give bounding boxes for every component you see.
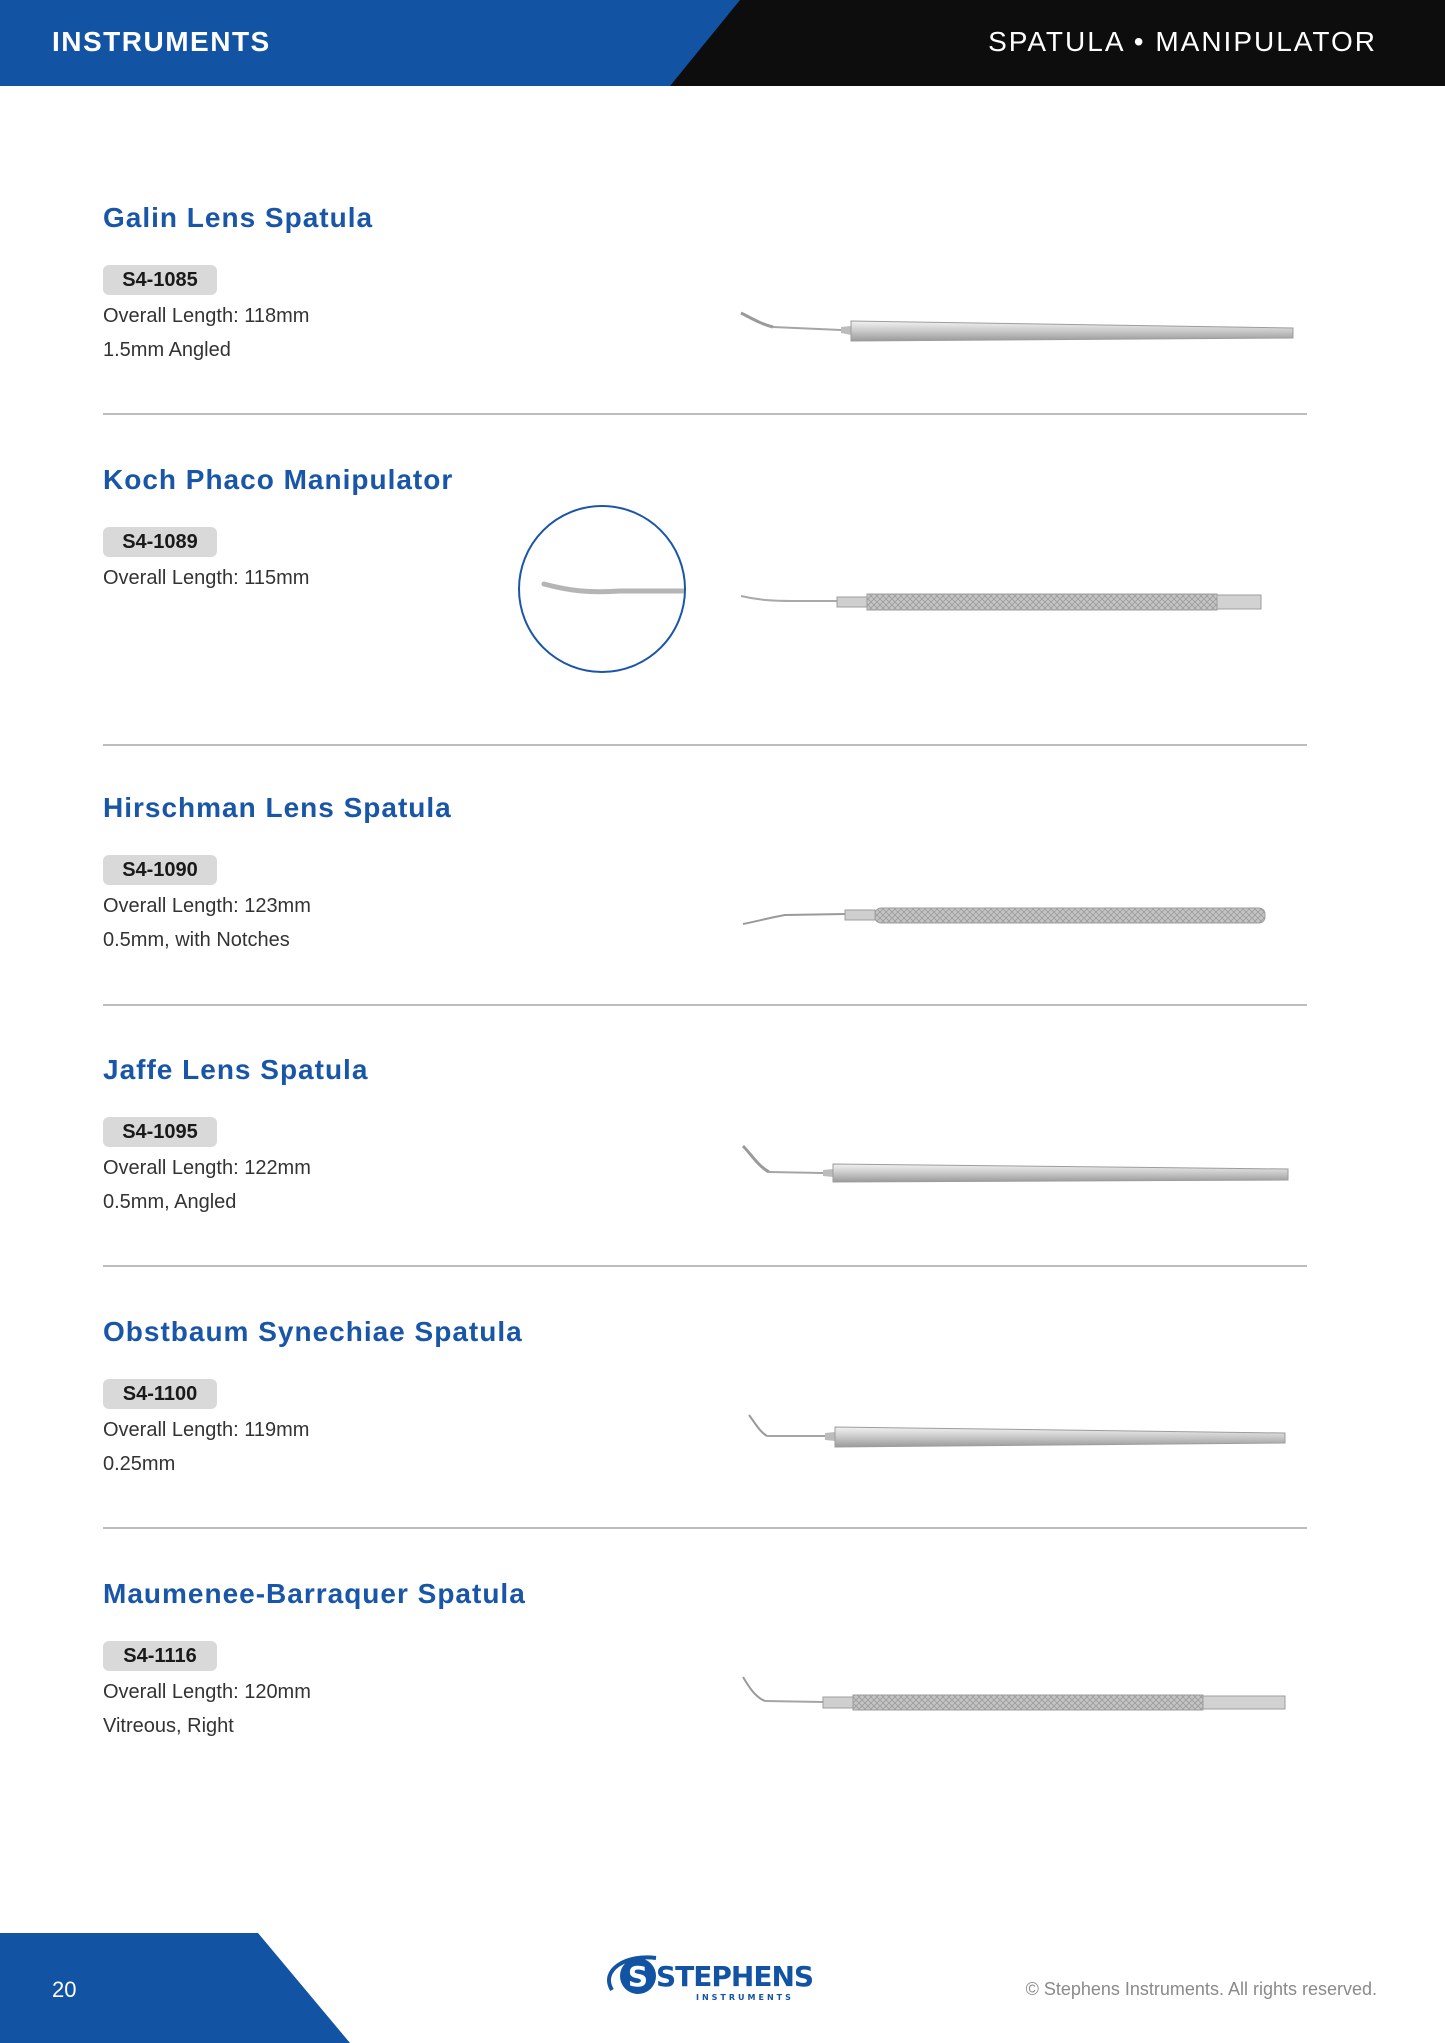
product-title: Obstbaum Synechiae Spatula bbox=[103, 1316, 523, 1347]
instrument-image bbox=[733, 1411, 1333, 1461]
stephens-logo-icon bbox=[598, 1950, 814, 2006]
tip-detail-circle bbox=[518, 505, 686, 673]
section-divider bbox=[103, 1527, 1307, 1529]
product-sku: S4-1095 bbox=[103, 1117, 217, 1147]
product-spec: 0.25mm bbox=[103, 1453, 176, 1475]
product-sku: S4-1100 bbox=[103, 1379, 217, 1409]
product-title: Maumenee-Barraquer Spatula bbox=[103, 1578, 526, 1609]
product-length: Overall Length: 123mm bbox=[103, 895, 311, 917]
section-divider bbox=[103, 413, 1307, 415]
product-spec: 0.5mm, with Notches bbox=[103, 929, 290, 951]
product-hirschman-lens-spatula bbox=[103, 792, 1307, 1007]
product-jaffe-lens-spatula bbox=[103, 1054, 1307, 1269]
logo-wordmark: STEPHENS bbox=[656, 1960, 814, 1993]
product-title: Hirschman Lens Spatula bbox=[103, 792, 452, 823]
logo-subtext: INSTRUMENTS bbox=[696, 1993, 794, 2002]
instrument-image bbox=[733, 1142, 1333, 1192]
product-length: Overall Length: 119mm bbox=[103, 1419, 310, 1441]
stephens-logo bbox=[598, 1950, 814, 2011]
product-galin-lens-spatula bbox=[103, 202, 1307, 417]
copyright-notice: © Stephens Instruments. All rights reserved. bbox=[1025, 1979, 1377, 1999]
product-sku: S4-1089 bbox=[103, 527, 217, 557]
section-divider bbox=[103, 1265, 1307, 1267]
product-sku: S4-1090 bbox=[103, 855, 217, 885]
section-divider bbox=[103, 744, 1307, 746]
page-header bbox=[0, 0, 1445, 86]
svg-text:S: S bbox=[627, 1960, 649, 1993]
product-length: Overall Length: 115mm bbox=[103, 567, 310, 589]
product-koch-phaco-manipulator bbox=[103, 464, 1307, 754]
product-title: Jaffe Lens Spatula bbox=[103, 1054, 369, 1085]
section-title: INSTRUMENTS bbox=[52, 26, 271, 57]
product-sku: S4-1085 bbox=[103, 265, 217, 295]
product-spec: 1.5mm Angled bbox=[103, 339, 231, 361]
product-sku: S4-1116 bbox=[103, 1641, 217, 1671]
tip-detail-image bbox=[520, 507, 684, 671]
product-maumenee-barraquer-spatula bbox=[103, 1578, 1307, 1778]
instrument-image bbox=[733, 1673, 1333, 1723]
instrument-image bbox=[733, 897, 1333, 937]
product-spec: 0.5mm, Angled bbox=[103, 1191, 237, 1213]
page-number: 20 bbox=[52, 1977, 77, 2002]
category-title: SPATULA • MANIPULATOR bbox=[988, 26, 1377, 57]
product-length: Overall Length: 120mm bbox=[103, 1681, 311, 1703]
product-spec: Vitreous, Right bbox=[103, 1715, 234, 1737]
product-title: Galin Lens Spatula bbox=[103, 202, 374, 233]
product-length: Overall Length: 122mm bbox=[103, 1157, 311, 1179]
instrument-image bbox=[733, 584, 1333, 624]
instrument-image bbox=[733, 307, 1333, 357]
product-obstbaum-synechiae-spatula bbox=[103, 1316, 1307, 1531]
product-title: Koch Phaco Manipulator bbox=[103, 464, 454, 495]
product-length: Overall Length: 118mm bbox=[103, 305, 310, 327]
section-divider bbox=[103, 1004, 1307, 1006]
